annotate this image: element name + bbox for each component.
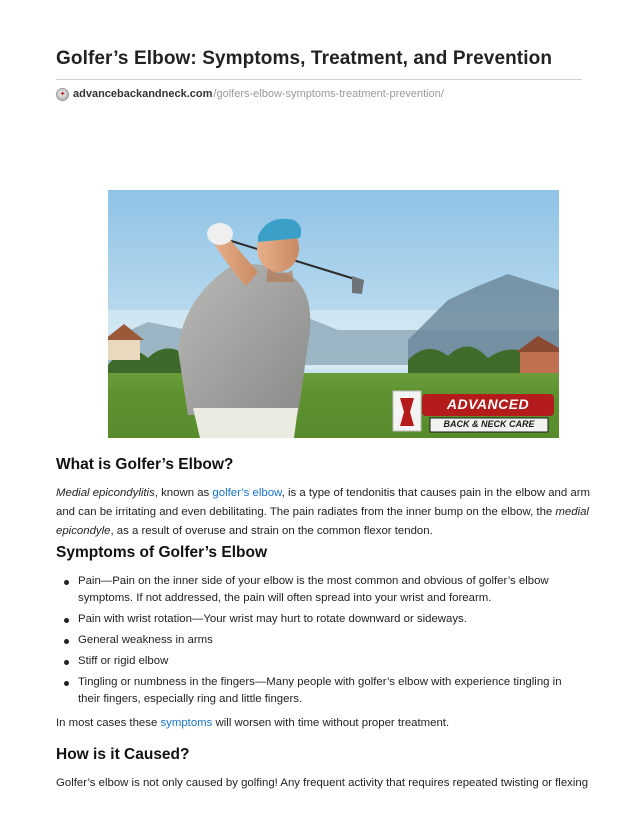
list-item-text: symptoms. If not addressed, the pain will often spread into your wrist and forearm. xyxy=(78,592,492,604)
list-item-text: Pain with wrist rotation—Your wrist may hurt to rotate downward or sideways. xyxy=(78,613,467,625)
text-run: , is a type of tendonitis that causes pain in the elbow and arm xyxy=(281,487,591,499)
symptoms-outro xyxy=(56,714,586,733)
source-line xyxy=(56,86,444,102)
list-item xyxy=(56,674,586,708)
text-run: In most cases these xyxy=(56,717,161,729)
golfers-elbow-link[interactable]: golfer’s elbow xyxy=(212,487,282,499)
logo-subtitle: BACK & NECK CARE xyxy=(443,419,535,429)
bullet-icon xyxy=(64,618,69,623)
bullet-icon xyxy=(64,639,69,644)
text-run: , known as xyxy=(154,487,213,499)
section-heading-how-caused: How is it Caused? xyxy=(56,746,190,763)
bullet-icon xyxy=(64,660,69,665)
section-heading-what-is: What is Golfer’s Elbow? xyxy=(56,456,234,473)
clinic-logo-icon: ✦ xyxy=(56,88,69,101)
list-item-text: Pain—Pain on the inner side of your elbow is the most common and obvious of golfer’s elbow xyxy=(78,575,549,587)
list-item xyxy=(56,611,586,628)
hero-golfer-photo xyxy=(108,190,559,438)
term-medial: medial xyxy=(555,506,589,518)
list-item xyxy=(56,632,586,649)
list-item-text: General weakness in arms xyxy=(78,634,213,646)
list-item xyxy=(56,653,586,670)
source-path[interactable]: /golfers-elbow-symptoms-treatment-prevention/ xyxy=(213,88,444,100)
advanced-back-neck-logo xyxy=(386,386,559,438)
list-item-text: their fingers, especially ring and little fingers. xyxy=(78,693,303,705)
source-domain[interactable]: advancebackandneck.com xyxy=(73,88,213,100)
page-title: Golfer’s Elbow: Symptoms, Treatment, and Prevention xyxy=(56,48,553,69)
term-epicondyle: epicondyle xyxy=(56,525,111,537)
list-item-text: Tingling or numbness in the fingers—Many people with golfer’s elbow with experience tingling in xyxy=(78,676,562,688)
logo-word: ADVANCED xyxy=(446,396,530,412)
text-run: Golfer’s elbow is not only caused by golfing! Any frequent activity that requires repeated twisting or flexing xyxy=(56,777,589,789)
list-item-text: Stiff or rigid elbow xyxy=(78,655,169,667)
list-item xyxy=(56,573,586,607)
symptoms-list xyxy=(56,573,586,712)
title-divider xyxy=(56,79,582,80)
bullet-icon xyxy=(64,580,69,585)
section-paragraph-what-is xyxy=(56,484,591,541)
term-medial-epicondylitis: Medial epicondylitis xyxy=(56,487,155,499)
text-run: , as a result of overuse and strain on the common flexor tendon. xyxy=(110,525,433,537)
text-run: will worsen with time without proper treatment. xyxy=(212,717,450,729)
text-run: and can be irritating and even debilitating. The pain radiates from the inner bump on the elbow, the xyxy=(56,506,556,518)
symptoms-link[interactable]: symptoms xyxy=(160,717,213,729)
section-paragraph-how-caused xyxy=(56,774,589,793)
section-heading-symptoms: Symptoms of Golfer’s Elbow xyxy=(56,544,267,561)
bullet-icon xyxy=(64,681,69,686)
